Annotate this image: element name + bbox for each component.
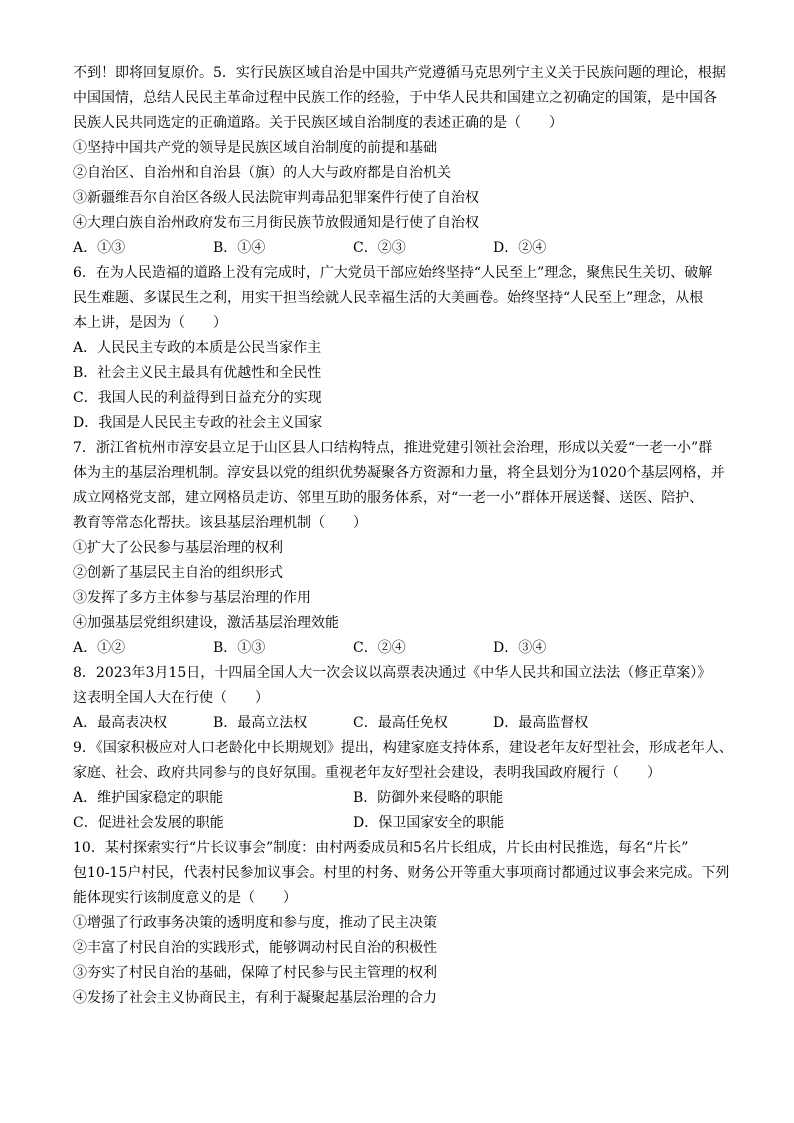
- previous-question-fragment: 不到！即将回复原价。: [73, 65, 213, 81]
- question-list: [73, 61, 733, 1011]
- question-7-statement-4: ④加强基层党组织建设，激活基层治理效能: [73, 615, 339, 631]
- question-7-stem-line: 成立网格党支部，建立网格员走访、邻里互助的服务体系，对“一老一小”群体开展送餐、送医、陪护、: [73, 490, 704, 506]
- question-8-stem-line: 这表明全国人大在行使（ ）: [73, 690, 269, 706]
- question-9-option-d: D．保卫国家安全的职能: [353, 815, 505, 831]
- question-10-statement-2: ②丰富了村民自治的实践形式，能够调动村民自治的积极性: [73, 940, 437, 956]
- question-5-option-c: C．②③: [353, 240, 406, 256]
- question-7-option-b: B．①③: [213, 640, 266, 656]
- question-8-stem-line: 8．2023年3月15日，十四届全国人大一次会议以高票表决通过《中华人民共和国立法法（修正草案）》: [73, 665, 712, 681]
- question-8-option-b: B．最高立法权: [213, 715, 308, 731]
- question-5-options: [73, 236, 723, 261]
- question-5-stem-line: [73, 61, 726, 86]
- question-9-option-c: C．促进社会发展的职能: [73, 815, 224, 831]
- question-7-option-c: C．②④: [353, 640, 406, 656]
- question-5-stem-line: 民族人民共同选定的正确道路。关于民族区域自治制度的表述正确的是（ ）: [73, 115, 563, 131]
- question-6-option-c: C．我国人民的利益得到日益充分的实现: [73, 390, 322, 406]
- question-7-stem-line: 7．浙江省杭州市淳安县立足于山区县人口结构特点，推进党建引领社会治理，形成以关爱“一老一小”群: [73, 440, 713, 456]
- question-7-statement-1: ①扩大了公民参与基层治理的权利: [73, 540, 283, 556]
- question-7-option-a: A．①②: [73, 640, 126, 656]
- question-6-stem-line: 本上讲，是因为（ ）: [73, 315, 227, 331]
- question-5-stem-line: 中国国情，总结人民民主革命过程中民族工作的经验，于中华人民共和国建立之初确定的国策，是中国各: [73, 90, 717, 106]
- question-9-option-a: A．维护国家稳定的职能: [73, 790, 224, 806]
- question-9-options-row: [73, 786, 723, 811]
- question-5-option-d: D．②④: [493, 240, 547, 256]
- question-5-option-a: A．①③: [73, 240, 126, 256]
- question-7-statement-2: ②创新了基层民主自治的组织形式: [73, 565, 283, 581]
- question-5-statement-3: ③新疆维吾尔自治区各级人民法院审判毒品犯罪案件行使了自治权: [73, 190, 479, 206]
- question-5-stem-text: 5．实行民族区域自治是中国共产党遵循马克思列宁主义关于民族问题的理论，根据: [213, 65, 726, 81]
- question-6-option-a: A．人民民主专政的本质是公民当家作主: [73, 340, 322, 356]
- question-8-option-d: D．最高监督权: [493, 715, 589, 731]
- question-10-stem-line: 能体现实行该制度意义的是（ ）: [73, 890, 297, 906]
- question-10-stem-line: 包10-15户村民，代表村民参加议事会。村里的村务、财务公开等重大事项商讨都通过议事会来完成。下列: [73, 865, 730, 881]
- question-10-statement-4: ④发扬了社会主义协商民主，有利于凝聚起基层治理的合力: [73, 990, 437, 1006]
- question-9-option-b: B．防御外来侵略的职能: [353, 790, 504, 806]
- question-8-options: [73, 711, 723, 736]
- question-5-statement-1: ①坚持中国共产党的领导是民族区域自治制度的前提和基础: [73, 140, 437, 156]
- question-7-option-d: D．③④: [493, 640, 547, 656]
- question-8-option-a: A．最高表决权: [73, 715, 168, 731]
- question-9-stem-line: 9．《国家积极应对人口老龄化中长期规划》提出，构建家庭支持体系，建设老年友好型社会，形成老年人、: [73, 740, 733, 756]
- question-9-stem-line: 家庭、社会、政府共同参与的良好氛围。重视老年友好型社会建设，表明我国政府履行（ ）: [73, 765, 661, 781]
- question-5-statement-4: ④大理白族自治州政府发布三月街民族节放假通知是行使了自治权: [73, 215, 479, 231]
- question-10-statement-1: ①增强了行政事务决策的透明度和参与度，推动了民主决策: [73, 915, 437, 931]
- question-6-option-b: B．社会主义民主最具有优越性和全民性: [73, 365, 322, 381]
- question-6-stem-line: 6．在为人民造福的道路上没有完成时，广大党员干部应始终坚持“人民至上”理念，聚焦民生关切、破解: [73, 265, 713, 281]
- question-7-statement-3: ③发挥了多方主体参与基层治理的作用: [73, 590, 311, 606]
- question-7-stem-line: 教育等常态化帮扶。该县基层治理机制（ ）: [73, 515, 367, 531]
- question-10-statement-3: ③夯实了村民自治的基础，保障了村民参与民主管理的权利: [73, 965, 437, 981]
- question-7-stem-line: 体为主的基层治理机制。淳安县以党的组织优势凝聚各方资源和力量，将全县划分为1020个基层网格，并: [73, 465, 725, 481]
- question-7-options: [73, 636, 723, 661]
- question-6-option-d: D．我国是人民民主专政的社会主义国家: [73, 415, 323, 431]
- question-5-statement-2: ②自治区、自治州和自治县（旗）的人大与政府都是自治机关: [73, 165, 451, 181]
- question-8-option-c: C．最高任免权: [353, 715, 448, 731]
- question-6-stem-line: 民生难题、多谋民生之利，用实干担当绘就人民幸福生活的大美画卷。始终坚持“人民至上”理念，从根: [73, 290, 704, 306]
- question-9-options-row: [73, 811, 723, 836]
- question-5-option-b: B．①④: [213, 240, 266, 256]
- question-10-stem-line: 10．某村探索实行“片长议事会”制度：由村两委成员和5名片长组成，片长由村民推选，每名“片长”: [73, 840, 689, 856]
